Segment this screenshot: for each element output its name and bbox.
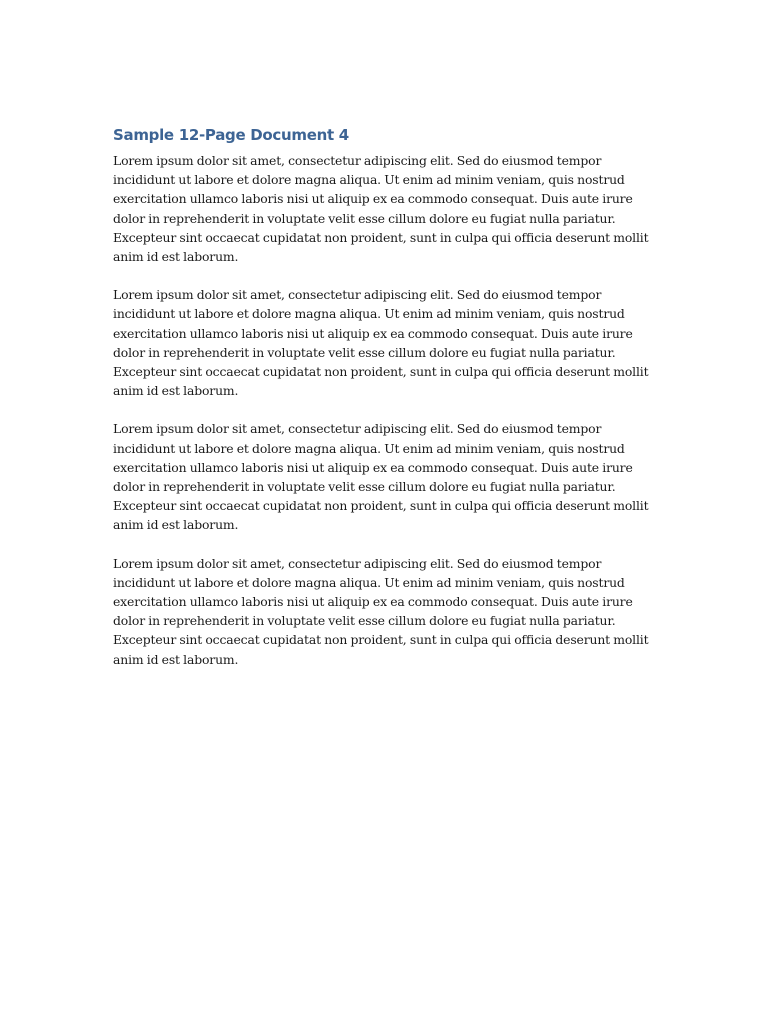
body-paragraph-2: Lorem ipsum dolor sit amet, consectetur adipiscing elit. Sed do eiusmod tempor incididunt ut labore et dolore magna aliqua. Ut enim ad minim veniam, quis nostrud exercitation ullamco laboris nisi ut aliquip ex ea commodo consequat. Duis aute irure dolor in reprehenderit in voluptate velit esse cillum dolore eu fugiat nulla pariatur. Excepteur sint occaecat cupidatat non proident, sunt in culpa qui officia deserunt mollit anim id est laborum. (113, 287, 649, 399)
document-body (113, 124, 658, 688)
body-paragraph-3: Lorem ipsum dolor sit amet, consectetur adipiscing elit. Sed do eiusmod tempor incididunt ut labore et dolore magna aliqua. Ut enim ad minim veniam, quis nostrud exercitation ullamco laboris nisi ut aliquip ex ea commodo consequat. Duis aute irure dolor in reprehenderit in voluptate velit esse cillum dolore eu fugiat nulla pariatur. Excepteur sint occaecat cupidatat non proident, sunt in culpa qui officia deserunt mollit anim id est laborum. (113, 421, 649, 533)
body-paragraph-4: Lorem ipsum dolor sit amet, consectetur adipiscing elit. Sed do eiusmod tempor incididunt ut labore et dolore magna aliqua. Ut enim ad minim veniam, quis nostrud exercitation ullamco laboris nisi ut aliquip ex ea commodo consequat. Duis aute irure dolor in reprehenderit in voluptate velit esse cillum dolore eu fugiat nulla pariatur. Excepteur sint occaecat cupidatat non proident, sunt in culpa qui officia deserunt mollit anim id est laborum. (113, 555, 649, 667)
body-paragraph-1: Lorem ipsum dolor sit amet, consectetur adipiscing elit. Sed do eiusmod tempor incididunt ut labore et dolore magna aliqua. Ut enim ad minim veniam, quis nostrud exercitation ullamco laboris nisi ut aliquip ex ea commodo consequat. Duis aute irure dolor in reprehenderit in voluptate velit esse cillum dolore eu fugiat nulla pariatur. Excepteur sint occaecat cupidatat non proident, sunt in culpa qui officia deserunt mollit anim id est laborum. (113, 153, 649, 265)
document-title: Sample 12-Page Document 4 (113, 126, 349, 144)
